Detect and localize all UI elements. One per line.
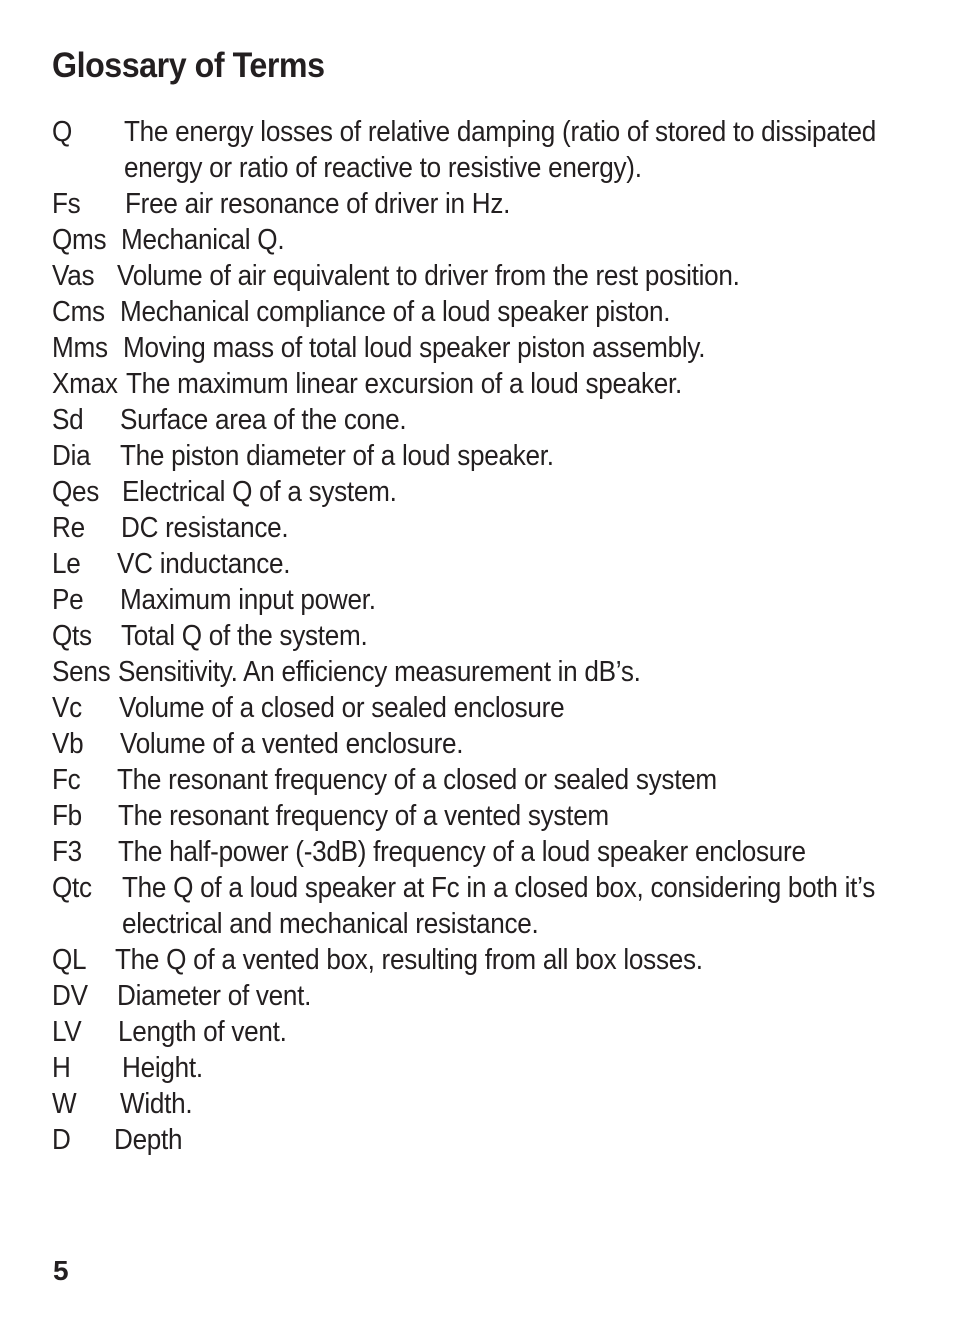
glossary-term: Qms — [52, 224, 107, 256]
glossary-term: Pe — [52, 584, 84, 616]
glossary-entry — [52, 870, 932, 942]
glossary-entry — [52, 978, 932, 1014]
glossary-entry — [52, 402, 932, 438]
glossary-entry — [52, 474, 932, 510]
glossary-term: F3 — [52, 836, 82, 868]
glossary-definition: The resonant frequency of a vented system — [117, 800, 609, 832]
glossary-entry — [52, 798, 932, 834]
glossary-term: QL — [52, 944, 87, 976]
glossary-term: Fc — [52, 764, 81, 796]
glossary-term: W — [52, 1088, 77, 1120]
glossary-definition: The Q of a vented box, resulting from all box losses. — [115, 944, 703, 976]
glossary-term: LV — [52, 1016, 82, 1048]
glossary-term: Q — [52, 116, 73, 148]
glossary-entry — [52, 510, 932, 546]
glossary-definition: Width. — [119, 1088, 193, 1120]
glossary-term: Vb — [52, 728, 84, 760]
glossary-term: H — [52, 1052, 71, 1084]
glossary-term: Dia — [52, 440, 91, 472]
glossary-entry — [52, 690, 932, 726]
glossary-definition: Mechanical Q. — [120, 224, 285, 256]
glossary-entry — [52, 114, 932, 186]
glossary-list — [52, 114, 932, 1158]
glossary-definition: The resonant frequency of a closed or sealed system — [116, 764, 717, 796]
glossary-term: Cms — [52, 296, 105, 328]
glossary-definition: Height. — [121, 1052, 203, 1084]
glossary-definition: Moving mass of total loud speaker piston assembly. — [122, 332, 706, 364]
glossary-term: Xmax — [52, 368, 118, 400]
glossary-term: Fs — [52, 188, 81, 220]
glossary-entry — [52, 1014, 932, 1050]
glossary-entry — [52, 330, 932, 366]
glossary-entry — [52, 1050, 932, 1086]
glossary-definition: Volume of a closed or sealed enclosure — [118, 692, 565, 724]
glossary-definition: The half-power (-3dB) frequency of a loud speaker enclosure — [117, 836, 806, 868]
glossary-entry — [52, 1086, 932, 1122]
glossary-entry — [52, 942, 932, 978]
glossary-term: Le — [52, 548, 81, 580]
glossary-term: Qtc — [52, 872, 92, 904]
glossary-entry — [52, 654, 932, 690]
glossary-term: Fb — [52, 800, 82, 832]
glossary-entry — [52, 438, 932, 474]
glossary-definition: Volume of air equivalent to driver from the rest position. — [116, 260, 740, 292]
glossary-term: Re — [52, 512, 85, 544]
glossary-term: Qts — [52, 620, 92, 652]
glossary-definition: VC inductance. — [116, 548, 291, 580]
glossary-definition: Total Q of the system. — [120, 620, 368, 652]
glossary-term: Sd — [52, 404, 84, 436]
glossary-entry — [52, 258, 932, 294]
glossary-definition: Electrical Q of a system. — [121, 476, 397, 508]
glossary-entry — [52, 222, 932, 258]
glossary-definition: Diameter of vent. — [116, 980, 312, 1012]
glossary-entry — [52, 834, 932, 870]
glossary-entry — [52, 366, 932, 402]
glossary-definition: The piston diameter of a loud speaker. — [119, 440, 554, 472]
glossary-definition: The energy losses of relative damping (ratio of stored to dissipated energy or ratio of reactive to resistive energy). — [124, 116, 877, 184]
glossary-definition: Volume of a vented enclosure. — [119, 728, 464, 760]
glossary-definition: DC resistance. — [120, 512, 289, 544]
glossary-entry — [52, 294, 932, 330]
glossary-entry — [52, 762, 932, 798]
page-number: 5 — [53, 1255, 69, 1286]
glossary-term: D — [52, 1124, 71, 1156]
page-title: Glossary of Terms — [52, 46, 325, 85]
glossary-entry — [52, 546, 932, 582]
glossary-term: DV — [52, 980, 88, 1012]
glossary-term: Vc — [52, 692, 82, 724]
glossary-entry — [52, 1122, 932, 1158]
glossary-entry — [52, 186, 932, 222]
glossary-entry — [52, 582, 932, 618]
glossary-definition: Length of vent. — [117, 1016, 287, 1048]
glossary-entry — [52, 726, 932, 762]
glossary-definition: The maximum linear excursion of a loud speaker. — [125, 368, 682, 400]
glossary-definition: Sensitivity. An efficiency measurement in dB’s. — [117, 656, 641, 688]
glossary-definition: Free air resonance of driver in Hz. — [124, 188, 511, 220]
glossary-term: Mms — [52, 332, 108, 364]
glossary-term: Qes — [52, 476, 100, 508]
glossary-term: Vas — [52, 260, 95, 292]
glossary-definition: The Q of a loud speaker at Fc in a closed box, considering both it’s electrical and mechanical resistance. — [121, 872, 875, 940]
glossary-definition: Maximum input power. — [119, 584, 376, 616]
glossary-definition: Surface area of the cone. — [119, 404, 407, 436]
glossary-definition: Depth — [113, 1124, 183, 1156]
glossary-entry — [52, 618, 932, 654]
glossary-term: Sens — [52, 656, 111, 688]
glossary-definition: Mechanical compliance of a loud speaker piston. — [119, 296, 671, 328]
